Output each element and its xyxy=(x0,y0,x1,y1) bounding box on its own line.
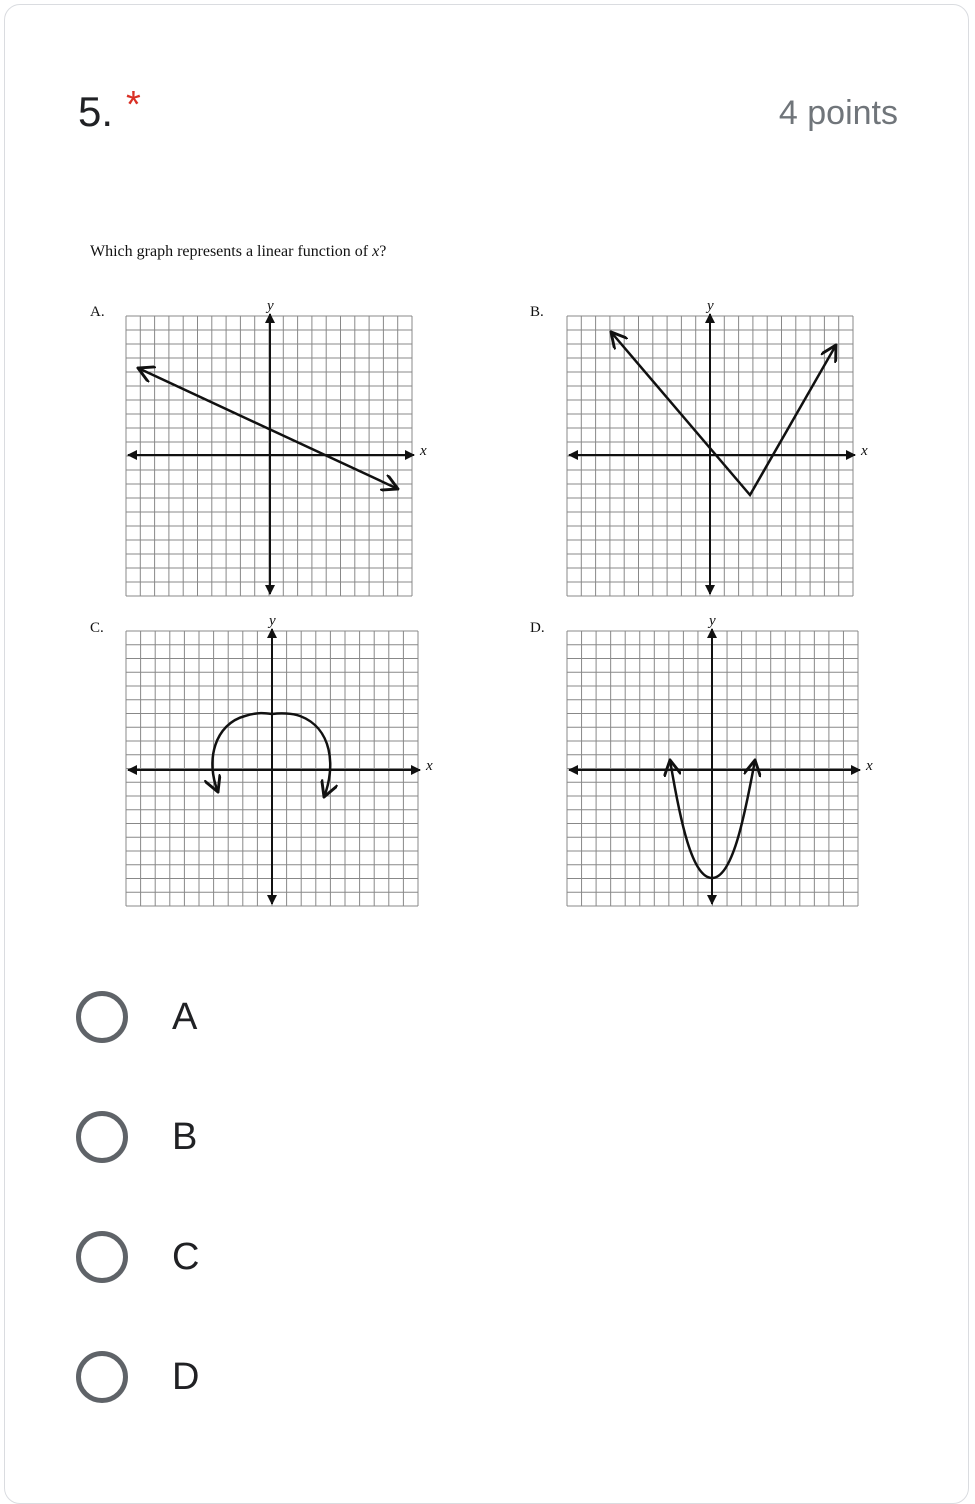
question-number: 5. xyxy=(78,88,114,135)
graph-label: B. xyxy=(530,304,544,320)
option-label-d: D xyxy=(172,1355,200,1398)
graph-b xyxy=(530,298,868,596)
radio-button-a[interactable] xyxy=(76,991,128,1043)
x-axis-label: x xyxy=(861,443,868,459)
radio-button-c[interactable] xyxy=(76,1231,128,1283)
y-axis-label: y xyxy=(267,298,274,314)
option-label-b: B xyxy=(172,1115,198,1158)
option-a[interactable] xyxy=(76,985,376,1049)
x-axis-label: x xyxy=(420,443,427,459)
option-b[interactable] xyxy=(76,1105,376,1169)
question-graphs-image xyxy=(80,230,880,930)
graph-c xyxy=(90,613,433,906)
y-axis-label: y xyxy=(269,613,276,629)
question-points: 4 points xyxy=(778,94,898,132)
graph-label: D. xyxy=(530,620,545,636)
x-axis-label: x xyxy=(866,758,873,774)
radio-button-d[interactable] xyxy=(76,1351,128,1403)
y-axis-label: y xyxy=(707,298,714,314)
required-asterisk: * xyxy=(126,84,141,126)
option-label-c: C xyxy=(172,1235,200,1278)
graph-a xyxy=(90,298,427,596)
option-label-a: A xyxy=(172,995,198,1038)
y-axis-label: y xyxy=(709,613,716,629)
option-c[interactable] xyxy=(76,1225,376,1289)
radio-button-b[interactable] xyxy=(76,1111,128,1163)
graph-label: A. xyxy=(90,304,105,320)
option-d[interactable] xyxy=(76,1345,376,1409)
x-axis-label: x xyxy=(426,758,433,774)
graph-d xyxy=(530,613,873,906)
question-text: Which graph represents a linear function of x? xyxy=(90,243,387,260)
graph-label: C. xyxy=(90,620,104,636)
